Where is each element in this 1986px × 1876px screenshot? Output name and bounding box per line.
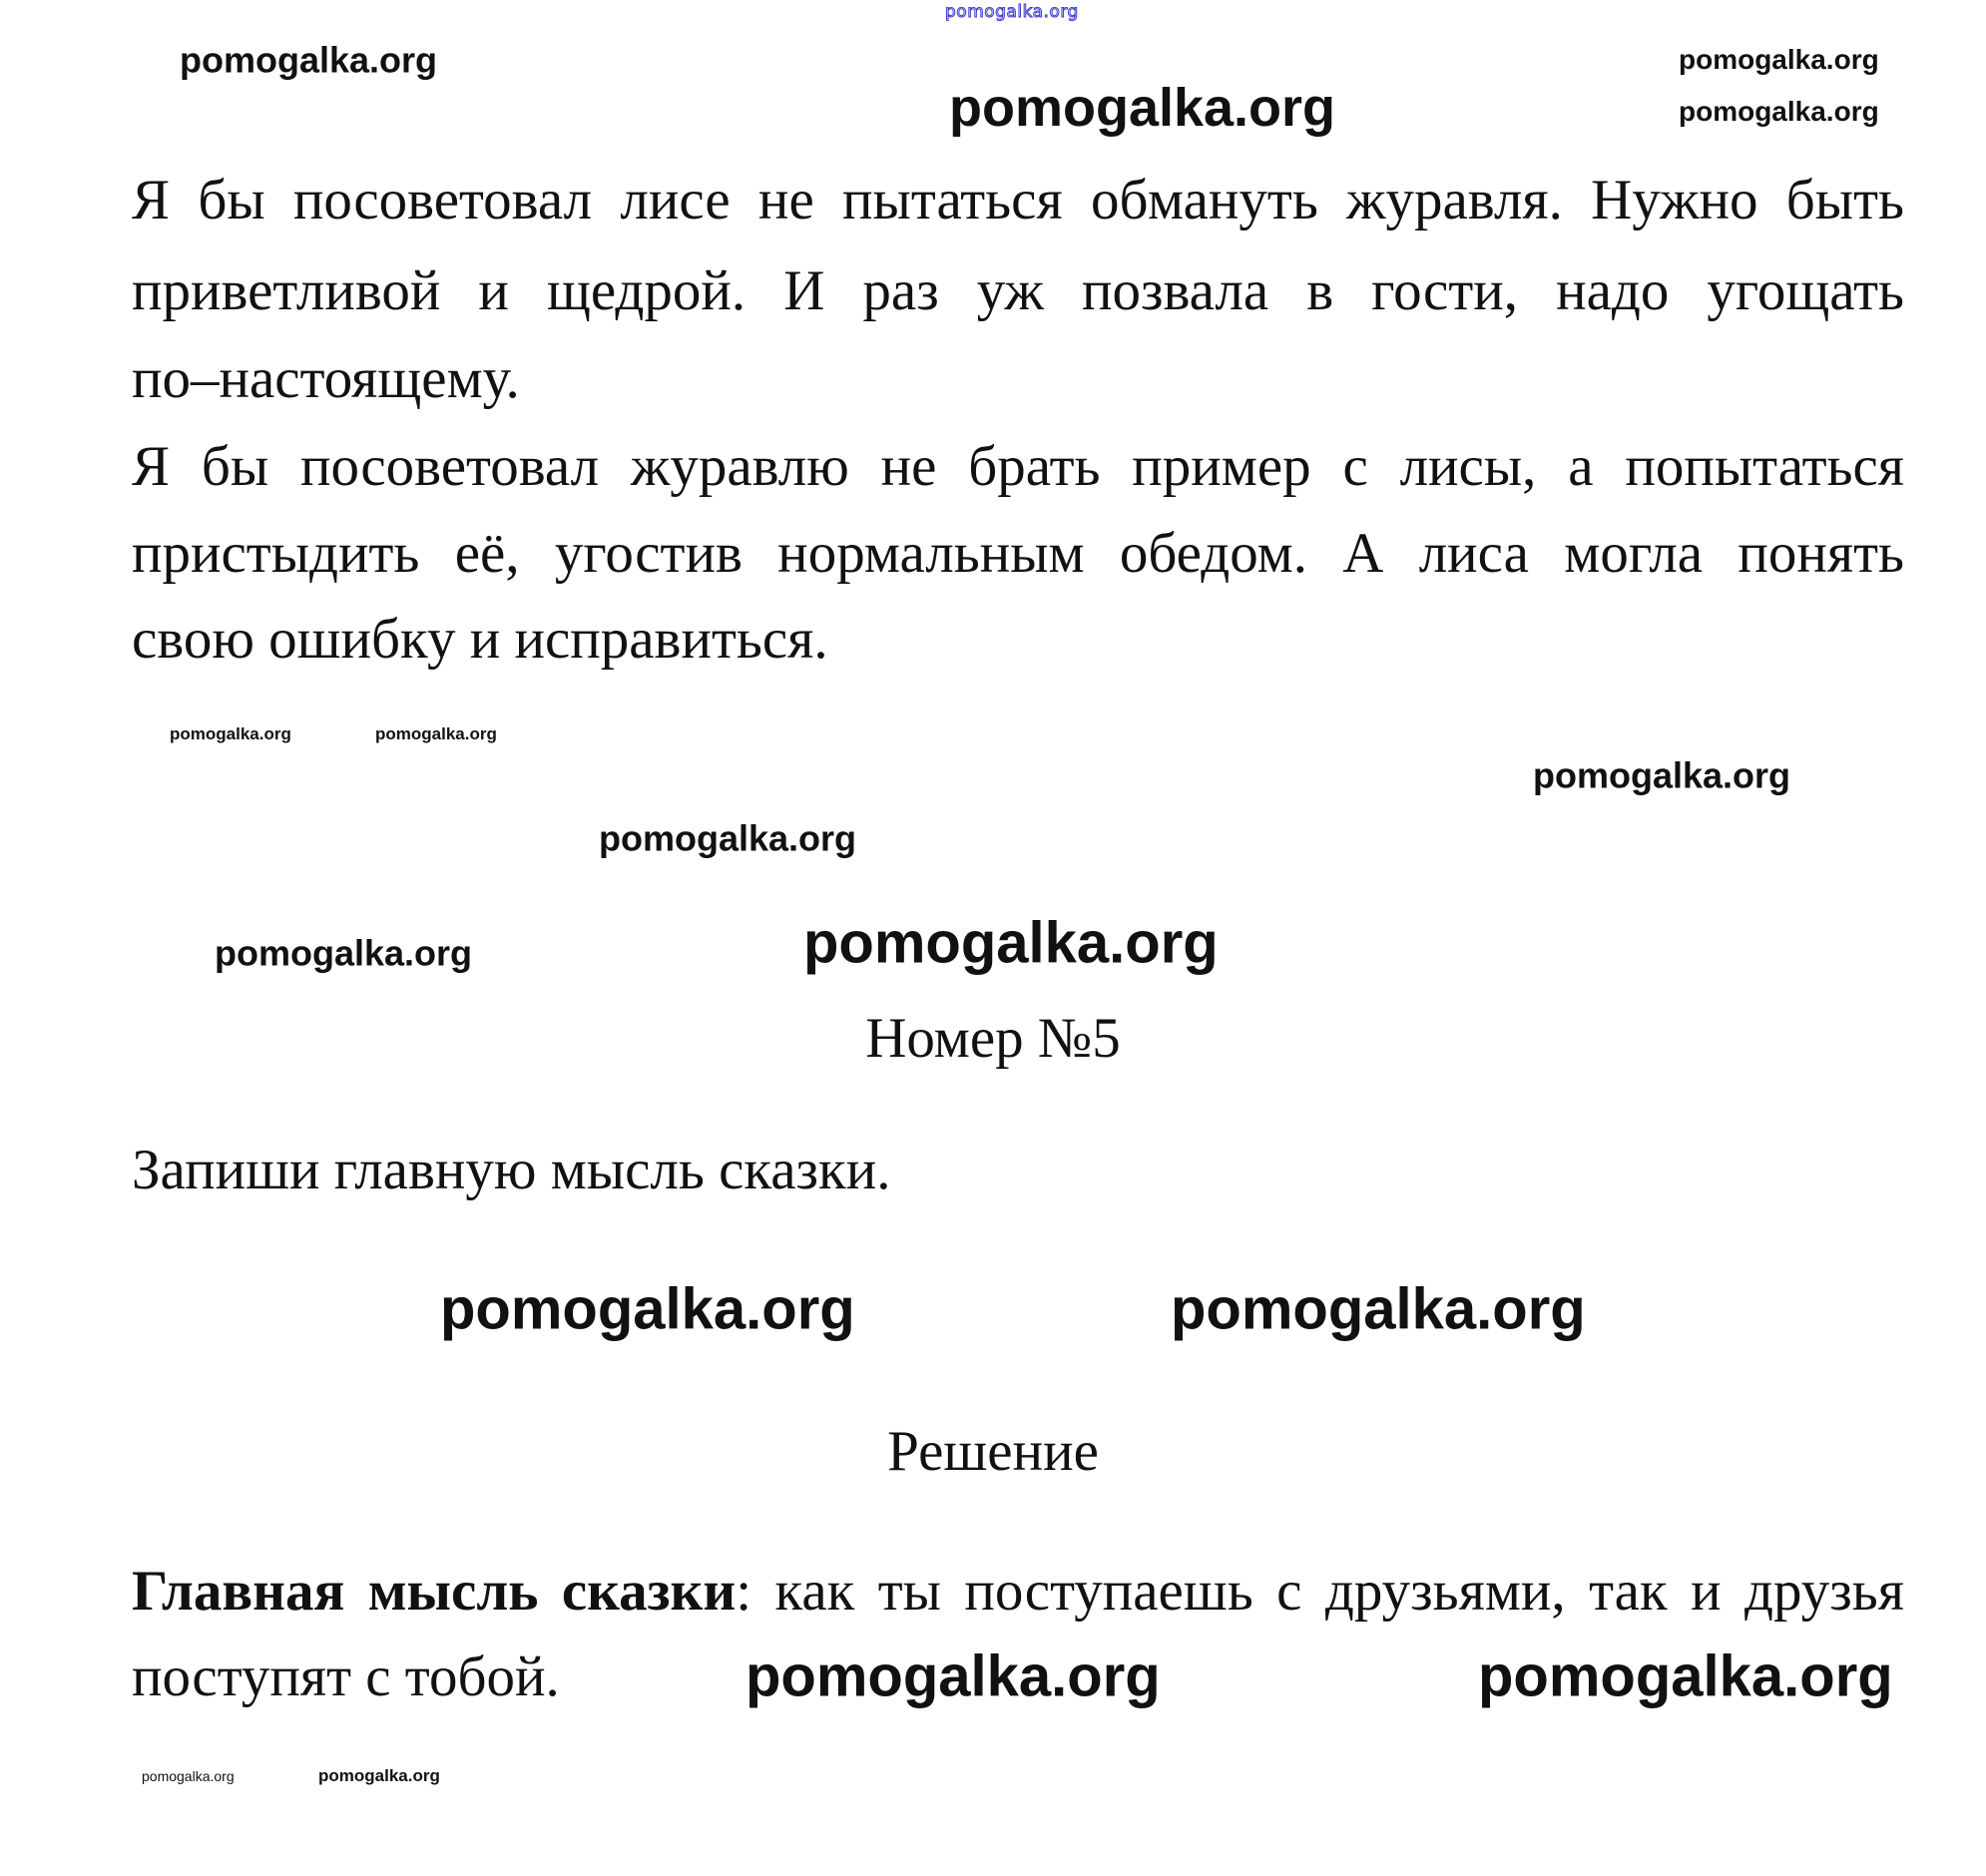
- watermark: pomogalka.org: [1478, 1643, 1893, 1709]
- solution-label: Главная мысль сказки: [132, 1560, 737, 1624]
- watermark: pomogalka.org: [215, 932, 473, 974]
- top-site-link[interactable]: pomogalka.org: [945, 2, 1079, 22]
- watermark: pomogalka.org: [440, 1276, 855, 1342]
- watermark: pomogalka.org: [949, 77, 1336, 138]
- solution-line: поступят с тобой.: [132, 1645, 560, 1709]
- solution-text: : как ты поступаешь с друзьями, так и друзья: [736, 1560, 1904, 1624]
- answer-line: пристыдить её, угостив нормальным обедом. А лиса могла понять: [132, 522, 1904, 586]
- watermark: pomogalka.org: [180, 39, 438, 81]
- watermark: pomogalka.org: [1679, 43, 1879, 75]
- solution-line: [132, 1559, 1904, 1625]
- watermark: pomogalka.org: [1533, 754, 1791, 796]
- answer-line: приветливой и щедрой. И раз уж позвала в гости, надо угощать: [132, 259, 1904, 323]
- solution-title: Решение: [887, 1420, 1099, 1484]
- watermark: pomogalka.org: [142, 1767, 235, 1784]
- answer-line: Я бы посоветовал лисе не пытаться обмануть журавля. Нужно быть: [132, 169, 1904, 233]
- answer-line: Я бы посоветовал журавлю не брать пример с лисы, а попытаться: [132, 435, 1904, 499]
- watermark: pomogalka.org: [318, 1766, 440, 1786]
- task-text: Запиши главную мысль сказки.: [132, 1139, 891, 1202]
- watermark: pomogalka.org: [599, 817, 857, 859]
- answer-line: по–настоящему.: [132, 347, 520, 411]
- watermark: pomogalka.org: [375, 724, 497, 744]
- watermark: pomogalka.org: [1171, 1276, 1586, 1342]
- task-title: Номер №5: [865, 1007, 1121, 1071]
- watermark: pomogalka.org: [745, 1643, 1161, 1709]
- watermark: pomogalka.org: [803, 910, 1219, 976]
- watermark: pomogalka.org: [1679, 95, 1879, 127]
- watermark: pomogalka.org: [170, 724, 291, 744]
- answer-line: свою ошибку и исправиться.: [132, 608, 828, 672]
